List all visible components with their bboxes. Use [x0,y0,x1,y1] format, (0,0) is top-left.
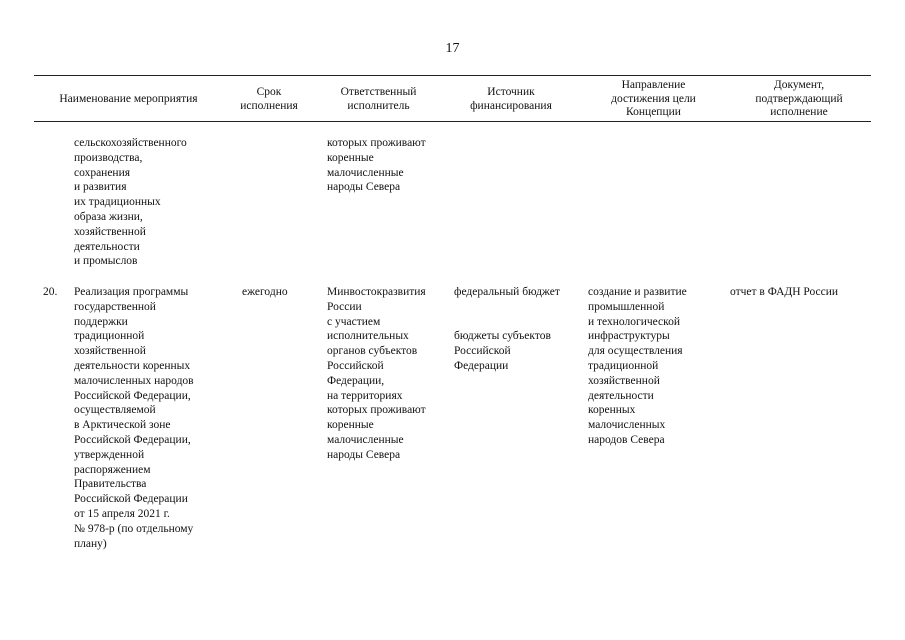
text-line: Концепции [626,106,681,118]
text-line: распоряжением [74,463,151,476]
text-line: народы Севера [327,181,401,194]
text-line: федеральный бюджет [454,286,560,298]
header-term [223,86,315,113]
text-line: на территориях [327,389,403,402]
text-line: традиционной [588,359,659,372]
table-top-rule [34,75,871,76]
text-line: Российской [327,359,384,372]
text-line: Правительства [74,478,147,491]
text-line: Документ, [773,79,825,91]
text-line: в Арктической зоне [74,419,171,432]
text-line: традиционной [74,330,145,343]
row-name [74,285,194,551]
text-line: России [327,300,362,313]
text-line: производства, [74,151,143,164]
text-line: сохранения [74,166,131,179]
row-responsible [327,285,426,463]
text-line: народов Севера [588,433,665,446]
text-line: Направление [621,79,686,91]
text-line: малочисленных народов [74,374,194,387]
header-document [727,79,871,120]
row-direction [588,285,687,448]
text-line: исполнение [770,106,828,118]
text-line: коренных [588,404,636,417]
text-line: для осуществления [588,345,683,358]
text-line: Федерации [454,359,509,372]
text-line: хозяйственной [74,345,146,358]
continuation-responsible [327,136,426,195]
row-source-regional [454,329,551,373]
text-line: утвержденной [74,448,145,461]
text-line: коренные [327,419,374,432]
text-line: сельскохозяйственного [74,137,187,149]
text-line: финансирования [470,99,552,112]
text-line: достижения цели [611,92,696,105]
row-number: 20. [43,286,58,298]
text-line: малочисленные [327,166,404,179]
text-line: исполнительных [327,330,409,343]
text-line: народы Севера [327,448,401,461]
text-line: Российской Федерации, [74,389,191,402]
text-line: Федерации, [327,374,385,387]
table-header-rule [34,121,871,122]
text-line: хозяйственной [588,374,660,387]
text-line: Источник [487,86,535,98]
text-line: образа жизни, [74,210,143,223]
text-line: Российской [454,344,511,357]
text-line: создание и развитие [588,286,687,298]
text-line: и технологической [588,315,681,328]
text-line: которых проживают [327,137,426,149]
text-line: исполнитель [347,99,410,112]
header-name [34,93,223,107]
text-line: от 15 апреля 2021 г. [74,507,170,520]
text-line: бюджеты субъектов [454,330,551,342]
text-line: которых проживают [327,404,426,417]
text-line: с участием [327,315,381,328]
text-line: органов субъектов [327,345,418,358]
text-line: Срок [256,86,282,98]
text-line: № 978-р (по отдельному [74,522,194,535]
row-term: ежегодно [242,286,288,298]
text-line: и промыслов [74,255,138,268]
text-line: Российской Федерации, [74,433,191,446]
text-line: поддержки [74,315,128,328]
row-source-federal [454,285,560,300]
text-line: деятельности [74,240,140,253]
text-line: малочисленные [327,433,404,446]
text-line: плану) [74,537,107,550]
text-line: деятельности [588,389,654,402]
page-number: 17 [445,41,460,56]
text-line: Ответственный [340,86,417,98]
continuation-name [74,136,187,269]
header-responsible [315,86,442,113]
header-direction [580,79,727,120]
text-line: государственной [74,300,156,313]
text-line: Российской Федерации [74,493,188,506]
text-line: инфраструктуры [588,330,670,343]
text-line: подтверждающий [755,92,843,105]
header-source [442,86,580,113]
text-line: коренные [327,151,374,164]
text-line: их традиционных [74,196,161,209]
text-line: хозяйственной [74,225,146,238]
text-line: малочисленных [588,419,666,432]
text-line: осуществляемой [74,404,156,417]
row-document: отчет в ФАДН России [730,286,839,298]
text-line: и развития [74,181,127,194]
text-line: деятельности коренных [74,359,191,372]
text-line: Минвостокразвития [327,286,426,298]
text-line: промышленной [588,300,665,313]
text-line: Реализация программы [74,286,189,298]
text-line: исполнения [240,99,298,112]
text-line: Наименование мероприятия [59,93,198,105]
